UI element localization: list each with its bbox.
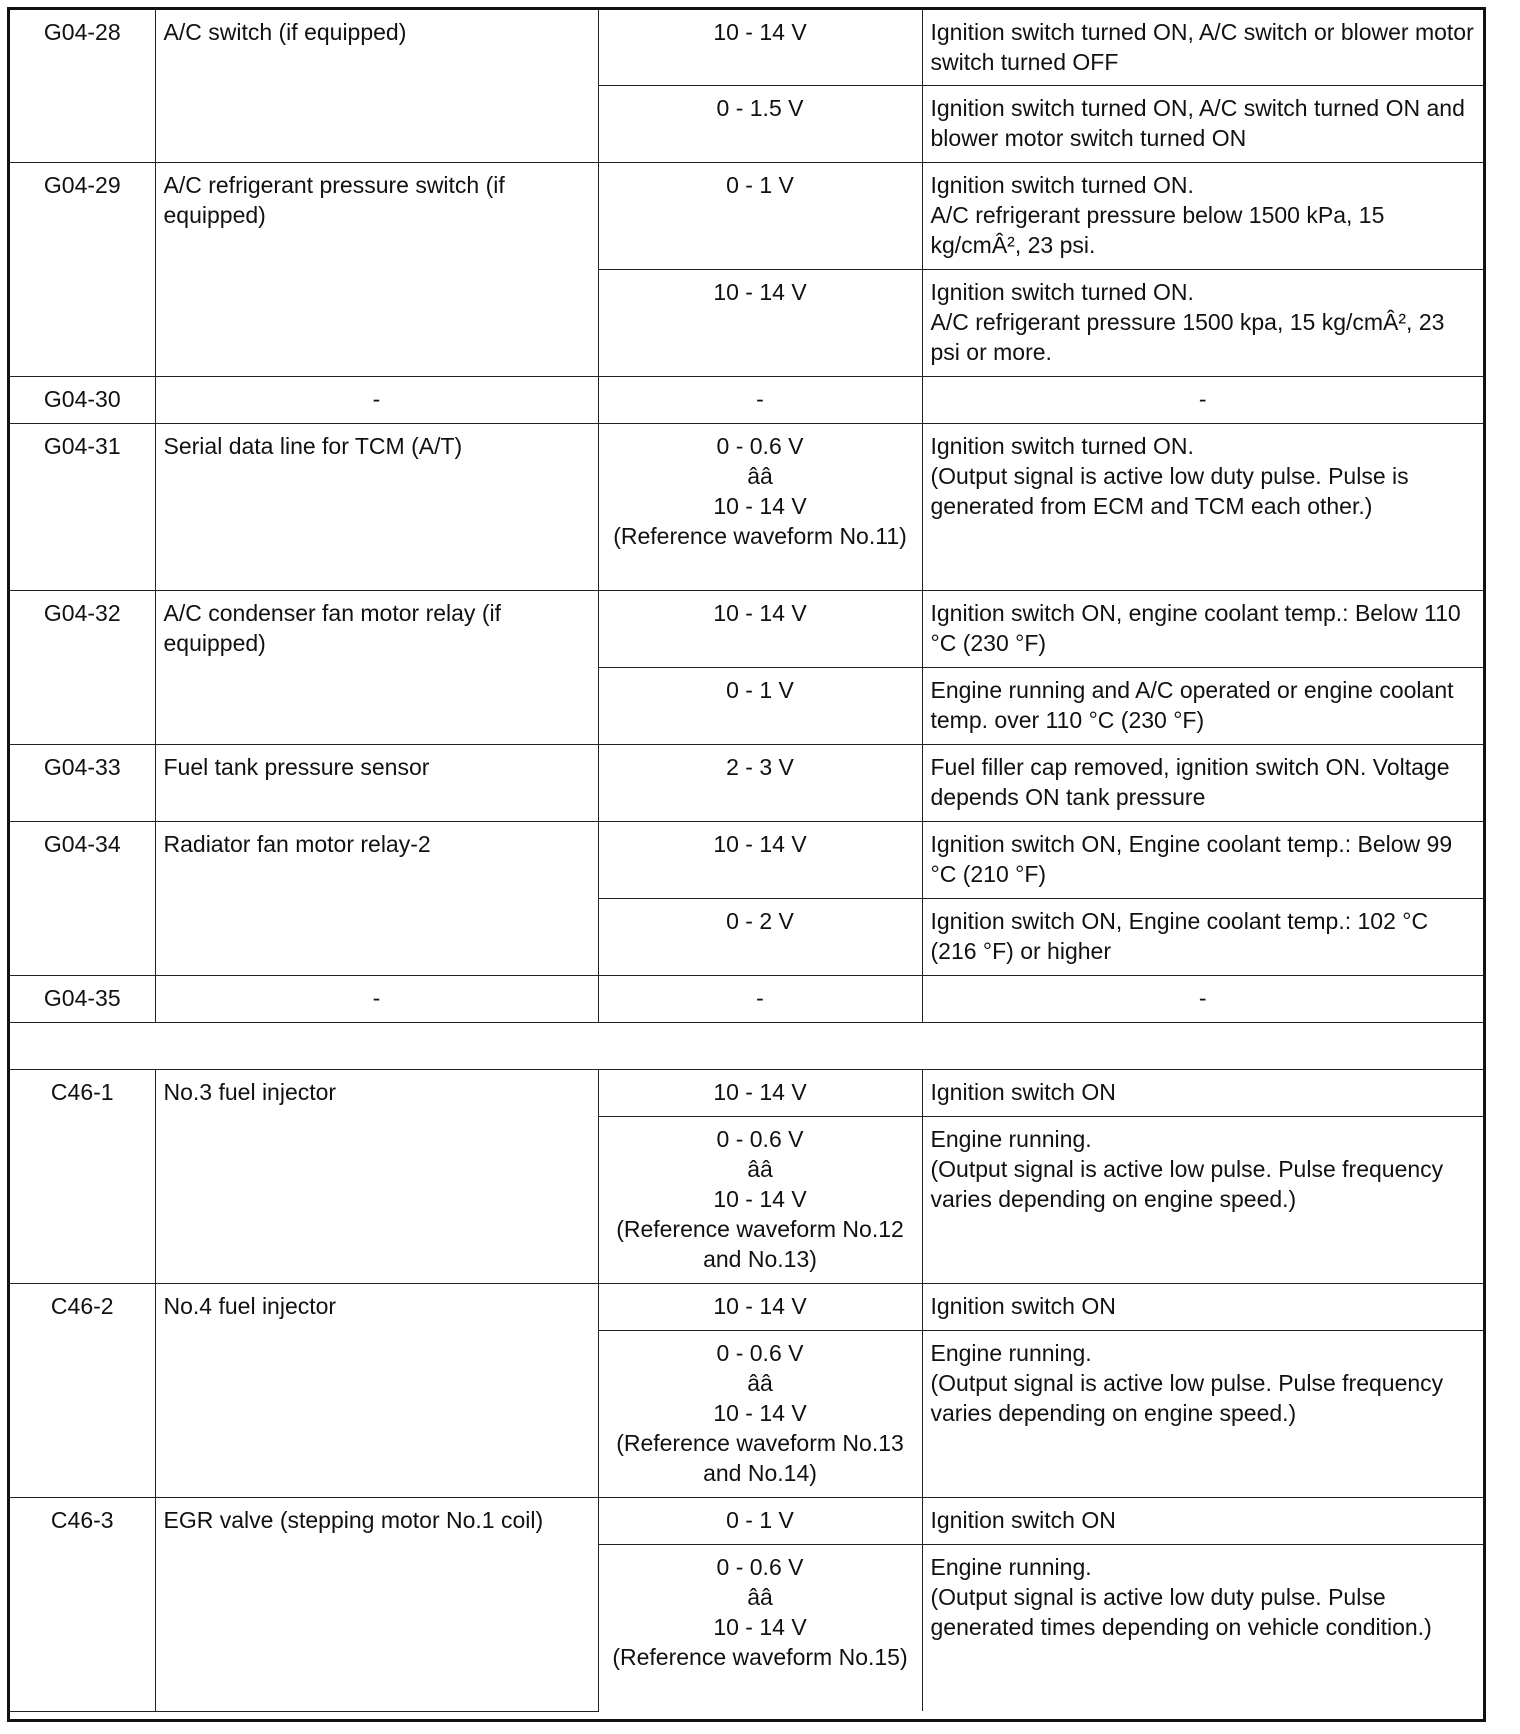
condition-cell: Ignition switch turned ON. A/C refrigerant pressure below 1500 kPa, 15 kg/cmÂ², 23 psi. xyxy=(922,162,1483,269)
voltage-cell: 10 - 14 V xyxy=(598,590,922,667)
condition-cell: - xyxy=(922,376,1483,423)
voltage-cell: 10 - 14 V xyxy=(598,10,922,85)
voltage-cell: 0 - 0.6 V ââ 10 - 14 V (Reference waveform No.13 and No.14) xyxy=(598,1330,922,1497)
condition-cell: Ignition switch turned ON, A/C switch turned ON and blower motor switch turned ON xyxy=(922,85,1483,162)
condition-cell: - xyxy=(922,975,1483,1022)
table-spacer-row xyxy=(10,1022,1483,1069)
condition-cell: Engine running. (Output signal is active low duty pulse. Pulse generated times depending on vehicle condition.) xyxy=(922,1544,1483,1711)
condition-cell: Ignition switch ON, Engine coolant temp.: Below 99 °C (210 °F) xyxy=(922,821,1483,898)
voltage-cell: 10 - 14 V xyxy=(598,269,922,376)
table-row xyxy=(10,10,1483,85)
spec-table xyxy=(10,10,1483,1712)
condition-cell: Engine running. (Output signal is active low pulse. Pulse frequency varies depending on engine speed.) xyxy=(922,1330,1483,1497)
condition-cell: Ignition switch ON, engine coolant temp.: Below 110 °C (230 °F) xyxy=(922,590,1483,667)
circuit-cell: No.3 fuel injector xyxy=(155,1069,598,1283)
circuit-cell: - xyxy=(155,376,598,423)
table-row xyxy=(10,744,1483,821)
condition-cell: Ignition switch ON xyxy=(922,1283,1483,1330)
voltage-cell: 10 - 14 V xyxy=(598,1283,922,1330)
spacer-cell xyxy=(10,1022,1483,1069)
circuit-cell: Fuel tank pressure sensor xyxy=(155,744,598,821)
voltage-cell: 0 - 1 V xyxy=(598,1497,922,1544)
circuit-cell: A/C refrigerant pressure switch (if equipped) xyxy=(155,162,598,376)
condition-cell: Ignition switch turned ON. (Output signal is active low duty pulse. Pulse is generated from ECM and TCM each other.) xyxy=(922,423,1483,590)
terminal-voltage-table xyxy=(7,7,1486,1722)
terminal-cell: G04-32 xyxy=(10,590,155,744)
voltage-cell: - xyxy=(598,975,922,1022)
circuit-cell: Serial data line for TCM (A/T) xyxy=(155,423,598,590)
condition-cell: Engine running and A/C operated or engine coolant temp. over 110 °C (230 °F) xyxy=(922,667,1483,744)
voltage-cell: 0 - 0.6 V ââ 10 - 14 V (Reference waveform No.12 and No.13) xyxy=(598,1116,922,1283)
circuit-cell: No.4 fuel injector xyxy=(155,1283,598,1497)
terminal-cell: G04-31 xyxy=(10,423,155,590)
condition-cell: Fuel filler cap removed, ignition switch ON. Voltage depends ON tank pressure xyxy=(922,744,1483,821)
circuit-cell: A/C condenser fan motor relay (if equipped) xyxy=(155,590,598,744)
voltage-cell: 10 - 14 V xyxy=(598,821,922,898)
circuit-cell: EGR valve (stepping motor No.1 coil) xyxy=(155,1497,598,1711)
condition-cell: Ignition switch turned ON, A/C switch or blower motor switch turned OFF xyxy=(922,10,1483,85)
voltage-cell: 0 - 1 V xyxy=(598,667,922,744)
voltage-cell: 0 - 2 V xyxy=(598,898,922,975)
table-row xyxy=(10,590,1483,667)
table-row xyxy=(10,1497,1483,1544)
condition-cell: Ignition switch turned ON. A/C refrigerant pressure 1500 kpa, 15 kg/cmÂ², 23 psi or more. xyxy=(922,269,1483,376)
table-row xyxy=(10,162,1483,269)
terminal-cell: G04-34 xyxy=(10,821,155,975)
terminal-cell: C46-2 xyxy=(10,1283,155,1497)
voltage-cell: 0 - 0.6 V ââ 10 - 14 V (Reference waveform No.15) xyxy=(598,1544,922,1711)
condition-cell: Ignition switch ON xyxy=(922,1069,1483,1116)
condition-cell: Ignition switch ON, Engine coolant temp.: 102 °C (216 °F) or higher xyxy=(922,898,1483,975)
voltage-cell: - xyxy=(598,376,922,423)
table-row xyxy=(10,423,1483,590)
voltage-cell: 0 - 0.6 V ââ 10 - 14 V (Reference waveform No.11) xyxy=(598,423,922,590)
voltage-cell: 10 - 14 V xyxy=(598,1069,922,1116)
terminal-cell: G04-28 xyxy=(10,10,155,162)
terminal-cell: C46-3 xyxy=(10,1497,155,1711)
table-row xyxy=(10,376,1483,423)
terminal-cell: G04-30 xyxy=(10,376,155,423)
voltage-cell: 0 - 1 V xyxy=(598,162,922,269)
table-row xyxy=(10,1069,1483,1116)
table-row xyxy=(10,1283,1483,1330)
condition-cell: Ignition switch ON xyxy=(922,1497,1483,1544)
voltage-cell: 2 - 3 V xyxy=(598,744,922,821)
table-row xyxy=(10,821,1483,898)
circuit-cell: - xyxy=(155,975,598,1022)
table-row xyxy=(10,975,1483,1022)
circuit-cell: Radiator fan motor relay-2 xyxy=(155,821,598,975)
terminal-cell: G04-33 xyxy=(10,744,155,821)
voltage-cell: 0 - 1.5 V xyxy=(598,85,922,162)
condition-cell: Engine running. (Output signal is active low pulse. Pulse frequency varies depending on engine speed.) xyxy=(922,1116,1483,1283)
terminal-cell: C46-1 xyxy=(10,1069,155,1283)
circuit-cell: A/C switch (if equipped) xyxy=(155,10,598,162)
terminal-cell: G04-35 xyxy=(10,975,155,1022)
terminal-cell: G04-29 xyxy=(10,162,155,376)
